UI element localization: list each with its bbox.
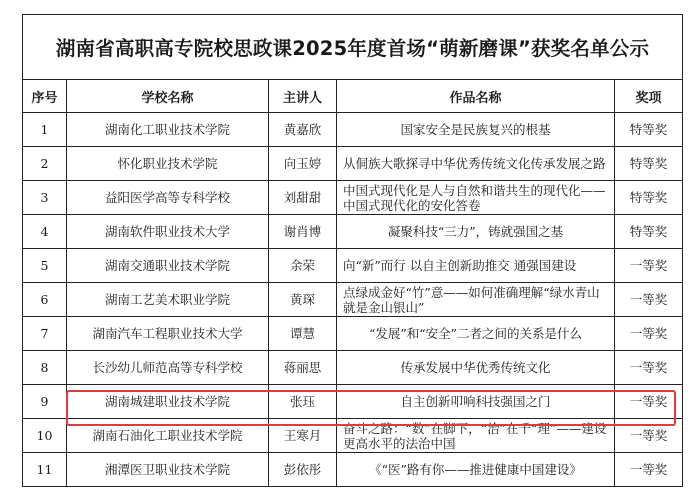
cell-index: 1 (23, 113, 67, 147)
cell-award: 一等奖 (615, 283, 683, 317)
cell-speaker: 向玉婷 (269, 147, 337, 181)
table-row (23, 147, 683, 181)
cell-index: 3 (23, 181, 67, 215)
cell-speaker: 蒋丽思 (269, 351, 337, 385)
cell-index: 4 (23, 215, 67, 249)
cell-index: 9 (23, 385, 67, 419)
header-work: 作品名称 (337, 80, 615, 113)
cell-speaker: 刘甜甜 (269, 181, 337, 215)
cell-speaker: 张珏 (269, 385, 337, 419)
cell-speaker: 黄琛 (269, 283, 337, 317)
cell-award: 一等奖 (615, 351, 683, 385)
cell-work: “发展”和“安全”二者之间的关系是什么 (337, 317, 615, 351)
cell-work: 奋斗之路：“数”在脚下，“治”在千“理”——建设更高水平的法治中国 (337, 419, 615, 453)
award-table (22, 14, 683, 487)
cell-speaker: 余荣 (269, 249, 337, 283)
cell-school: 长沙幼儿师范高等专科学校 (67, 351, 269, 385)
header-school: 学校名称 (67, 80, 269, 113)
cell-award: 一等奖 (615, 385, 683, 419)
cell-award: 特等奖 (615, 215, 683, 249)
cell-award: 特等奖 (615, 181, 683, 215)
cell-speaker: 王寒月 (269, 419, 337, 453)
cell-speaker: 彭依彤 (269, 453, 337, 487)
cell-work: 自主创新叩响科技强国之门 (337, 385, 615, 419)
table-row (23, 453, 683, 487)
header-index: 序号 (23, 80, 67, 113)
table-row (23, 181, 683, 215)
cell-index: 5 (23, 249, 67, 283)
cell-award: 特等奖 (615, 147, 683, 181)
cell-index: 2 (23, 147, 67, 181)
cell-work: 凝聚科技“三力”，铸就强国之基 (337, 215, 615, 249)
header-award: 奖项 (615, 80, 683, 113)
header-row (23, 80, 683, 113)
table-row (23, 113, 683, 147)
cell-work: 从侗族大歌探寻中华优秀传统文化传承发展之路 (337, 147, 615, 181)
cell-award: 一等奖 (615, 419, 683, 453)
cell-school: 湖南化工职业技术学院 (67, 113, 269, 147)
cell-school: 湖南工艺美术职业学院 (67, 283, 269, 317)
cell-school: 湖南交通职业技术学院 (67, 249, 269, 283)
cell-school: 湖南城建职业技术学院 (67, 385, 269, 419)
table-title: 湖南省高职高专院校思政课2025年度首场“萌新磨课”获奖名单公示 (23, 15, 683, 80)
cell-index: 6 (23, 283, 67, 317)
table-row (23, 419, 683, 453)
cell-school: 益阳医学高等专科学校 (67, 181, 269, 215)
cell-speaker: 谢肖博 (269, 215, 337, 249)
header-speaker: 主讲人 (269, 80, 337, 113)
table-row (23, 351, 683, 385)
cell-school: 湖南软件职业技术大学 (67, 215, 269, 249)
table-row (23, 283, 683, 317)
cell-work: 国家安全是民族复兴的根基 (337, 113, 615, 147)
cell-school: 湖南石油化工职业技术学院 (67, 419, 269, 453)
cell-award: 一等奖 (615, 317, 683, 351)
table-row-highlighted (23, 385, 683, 419)
cell-school: 湖南汽车工程职业技术大学 (67, 317, 269, 351)
cell-school: 湘潭医卫职业技术学院 (67, 453, 269, 487)
cell-speaker: 谭慧 (269, 317, 337, 351)
table-row (23, 249, 683, 283)
cell-index: 11 (23, 453, 67, 487)
cell-work: 点绿成金好“竹”意——如何准确理解“绿水青山就是金山银山” (337, 283, 615, 317)
cell-work: 中国式现代化是人与自然和谐共生的现代化——中国式现代化的安化答卷 (337, 181, 615, 215)
cell-index: 7 (23, 317, 67, 351)
cell-award: 一等奖 (615, 249, 683, 283)
cell-index: 10 (23, 419, 67, 453)
cell-work: 向“新”而行 以自主创新助推交 通强国建设 (337, 249, 615, 283)
cell-award: 特等奖 (615, 113, 683, 147)
cell-speaker: 黄嘉欣 (269, 113, 337, 147)
table-row (23, 215, 683, 249)
cell-work: 传承发展中华优秀传统文化 (337, 351, 615, 385)
cell-work: 《“医”路有你——推进健康中国建设》 (337, 453, 615, 487)
table-row (23, 317, 683, 351)
cell-award: 一等奖 (615, 453, 683, 487)
cell-school: 怀化职业技术学院 (67, 147, 269, 181)
cell-index: 8 (23, 351, 67, 385)
